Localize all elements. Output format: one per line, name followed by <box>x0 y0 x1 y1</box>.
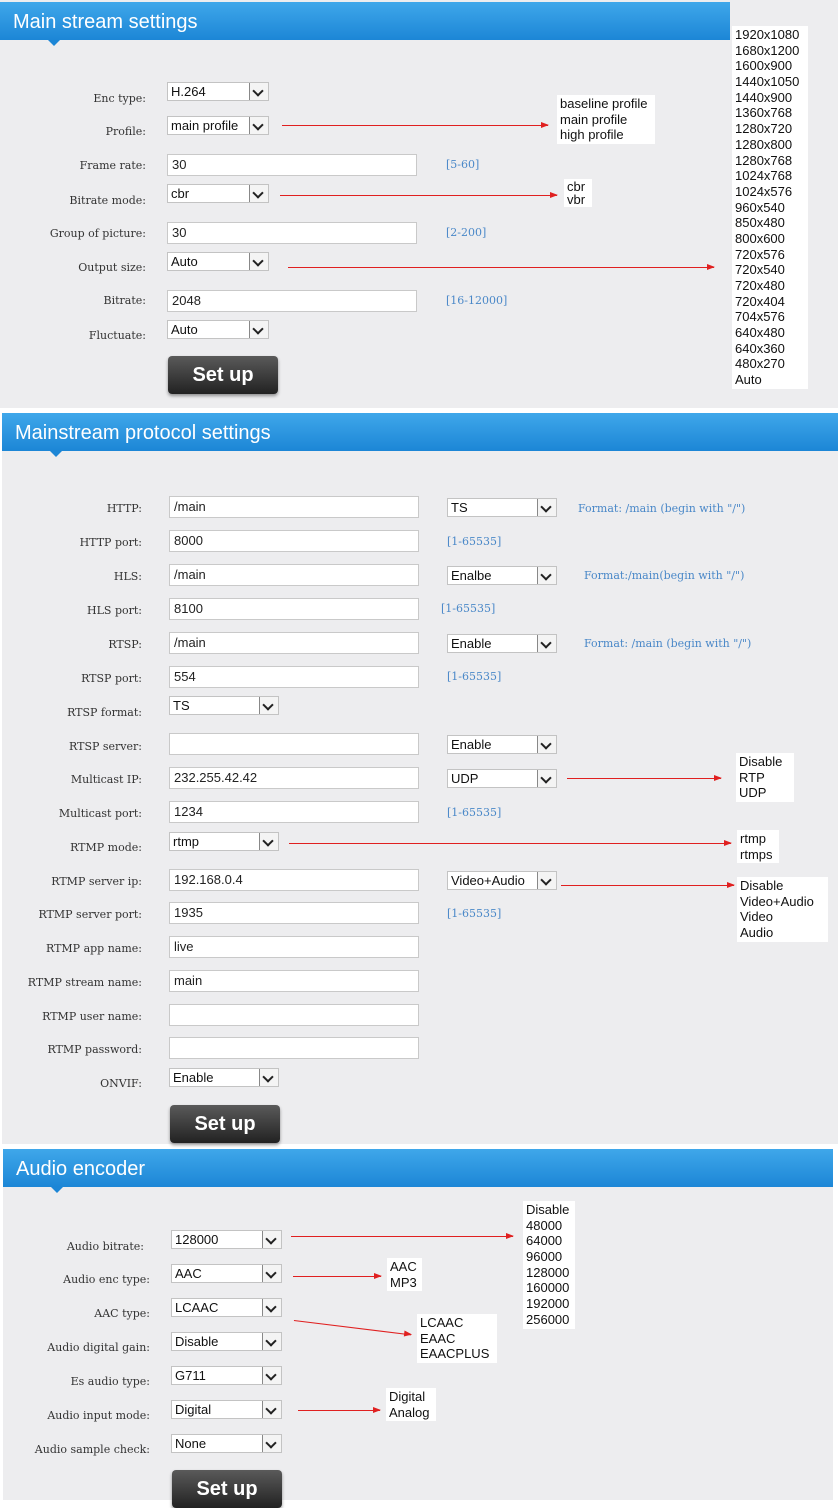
option: 960x540 <box>735 199 785 215</box>
option: 480x270 <box>735 356 785 372</box>
rtmp-user-name-label: RTMP user name: <box>42 1010 142 1023</box>
onvif-label: ONVIF: <box>100 1077 142 1090</box>
input-mode-arrow <box>298 1410 380 1411</box>
audio-bitrate-select[interactable] <box>171 1230 282 1249</box>
digital-gain-value: Disable <box>175 1334 219 1349</box>
chevron-down-icon <box>259 697 278 714</box>
option: vbr <box>567 192 586 207</box>
fluctuate-select[interactable] <box>167 320 269 339</box>
option: LCAAC <box>420 1315 464 1330</box>
option: cbr <box>567 179 586 194</box>
output-size-select[interactable] <box>167 252 269 271</box>
audio-title: Audio encoder <box>16 1158 145 1180</box>
audio-bitrate-options-list <box>523 1201 575 1329</box>
chevron-down-icon <box>537 635 556 652</box>
option: high profile <box>560 127 624 143</box>
chevron-down-icon <box>537 736 556 753</box>
fluctuate-label: Fluctuate: <box>88 329 146 342</box>
rtsp-label: RTSP: <box>108 638 142 651</box>
rtmp-av-select-value: Video+Audio <box>451 873 525 888</box>
sample-check-value: None <box>175 1436 207 1451</box>
option: 1440x900 <box>735 89 793 105</box>
option: 256000 <box>526 1311 570 1327</box>
http-port-hint: [1-65535] <box>447 535 502 548</box>
option: 720x576 <box>735 246 785 262</box>
rtsp-format-select[interactable] <box>169 696 279 715</box>
audio-enc-type-value: AAC <box>175 1266 202 1281</box>
multicast-ip-label: Multicast IP: <box>70 773 142 786</box>
hls-select[interactable] <box>447 566 557 585</box>
option: Video <box>740 909 774 925</box>
rtsp-server-label: RTSP server: <box>69 740 142 753</box>
option: 640x480 <box>735 325 785 341</box>
option: RTP <box>739 769 765 785</box>
protocol-header <box>2 413 838 451</box>
rtsp-select[interactable] <box>447 634 557 653</box>
audio-bitrate-arrow <box>291 1236 513 1237</box>
rtmp-password-input[interactable] <box>169 1037 419 1059</box>
frame-rate-hint: [5-60] <box>446 158 480 171</box>
rtmp-mode-options-list <box>737 830 779 863</box>
rtmp-password-label: RTMP password: <box>47 1043 142 1056</box>
chevron-down-icon <box>249 83 268 100</box>
option: Audio <box>740 925 774 941</box>
rtsp-hint: Format: /main (begin with "/") <box>584 637 752 650</box>
sample-check-label: Audio sample check: <box>34 1443 150 1456</box>
rtmp-av-options-list <box>737 877 828 942</box>
bitrate-mode-select[interactable] <box>167 184 269 203</box>
aac-type-select[interactable] <box>171 1298 282 1317</box>
rtmp-stream-name-input[interactable]: main <box>169 970 419 992</box>
option: 704x576 <box>735 309 785 325</box>
input-mode-value: Digital <box>175 1402 212 1417</box>
chevron-down-icon <box>249 117 268 134</box>
gop-hint: [2-200] <box>446 226 487 239</box>
main-stream-setup-button[interactable]: Set up <box>168 356 278 394</box>
option: rtmp <box>740 831 766 846</box>
option: 1440x1050 <box>735 74 800 90</box>
rtsp-server-select-value: Enable <box>451 737 492 752</box>
bitrate-mode-arrow <box>280 195 557 196</box>
audio-enc-type-label: Audio enc type: <box>63 1273 150 1286</box>
main-stream-title: Main stream settings <box>13 11 198 33</box>
option: 1360x768 <box>735 105 793 121</box>
option: 1280x720 <box>735 121 793 137</box>
http-input[interactable]: /main <box>169 496 419 518</box>
chevron-down-icon <box>537 872 556 889</box>
rtmp-server-ip-input[interactable]: 192.168.0.4 <box>169 869 419 891</box>
chevron-down-icon <box>537 499 556 516</box>
rtmp-mode-arrow <box>289 843 731 844</box>
protocol-title: Mainstream protocol settings <box>15 422 271 444</box>
rtmp-server-ip-label: RTMP server ip: <box>51 875 142 888</box>
profile-options-list <box>557 95 655 144</box>
option: UDP <box>739 785 767 801</box>
header-notch <box>48 40 60 46</box>
frame-rate-label: Frame rate: <box>79 159 146 172</box>
chevron-down-icon <box>249 321 268 338</box>
multicast-arrow <box>567 778 721 779</box>
rtsp-format-value: TS <box>173 698 190 713</box>
option: MP3 <box>390 1274 417 1290</box>
option: baseline profile <box>560 96 648 111</box>
protocol-setup-button[interactable]: Set up <box>170 1105 280 1143</box>
fluctuate-value: Auto <box>171 322 198 337</box>
multicast-select-value: UDP <box>451 771 479 786</box>
bitrate-mode-options-list <box>564 179 592 207</box>
output-size-options-list <box>732 26 808 389</box>
profile-arrow <box>282 125 548 126</box>
gop-label: Group of picture: <box>49 227 146 240</box>
option: 800x600 <box>735 230 785 246</box>
http-hint: Format: /main (begin with "/") <box>578 502 746 515</box>
chevron-down-icon <box>262 1401 281 1418</box>
bitrate-input[interactable]: 2048 <box>167 290 417 312</box>
bitrate-mode-label: Bitrate mode: <box>69 194 146 207</box>
output-size-arrow <box>288 267 714 268</box>
chevron-down-icon <box>262 1435 281 1452</box>
multicast-ip-input[interactable]: 232.255.42.42 <box>169 767 419 789</box>
rtmp-server-port-input[interactable]: 1935 <box>169 902 419 924</box>
option: main profile <box>560 111 628 127</box>
chevron-down-icon <box>537 567 556 584</box>
chevron-down-icon <box>262 1333 281 1350</box>
digital-gain-select[interactable] <box>171 1332 282 1351</box>
rtsp-port-hint: [1-65535] <box>447 670 502 683</box>
option: 96000 <box>526 1249 563 1265</box>
option: 160000 <box>526 1280 570 1296</box>
rtsp-port-label: RTSP port: <box>81 672 142 685</box>
hls-select-value: Enalbe <box>451 568 492 583</box>
rtmp-av-arrow <box>561 885 734 886</box>
chevron-down-icon <box>262 1231 281 1248</box>
audio-enc-type-arrow <box>293 1276 381 1277</box>
option: Digital <box>389 1389 426 1404</box>
main-stream-header <box>0 2 730 40</box>
option: Analog <box>389 1404 430 1420</box>
bitrate-label: Bitrate: <box>103 294 146 307</box>
option: Disable <box>740 878 784 893</box>
aac-type-options-list <box>417 1314 497 1363</box>
output-size-label: Output size: <box>78 261 146 274</box>
rtsp-server-input[interactable] <box>169 733 419 755</box>
rtsp-server-select[interactable] <box>447 735 557 754</box>
es-audio-type-value: G711 <box>175 1368 206 1383</box>
es-audio-type-label: Es audio type: <box>70 1375 150 1388</box>
option: 1680x1200 <box>735 42 800 58</box>
option: 192000 <box>526 1296 570 1312</box>
audio-enc-type-select[interactable] <box>171 1264 282 1283</box>
option: 1024x576 <box>735 183 793 199</box>
audio-header <box>3 1149 833 1187</box>
chevron-down-icon <box>249 253 268 270</box>
http-select-value: TS <box>451 500 468 515</box>
option: EAAC <box>420 1330 456 1346</box>
chevron-down-icon <box>537 770 556 787</box>
profile-label: Profile: <box>105 125 146 138</box>
input-mode-select[interactable] <box>171 1400 282 1419</box>
rtsp-select-value: Enable <box>451 636 492 651</box>
option: 48000 <box>526 1217 563 1233</box>
onvif-select[interactable] <box>169 1068 279 1087</box>
enc-type-label: Enc type: <box>93 92 146 105</box>
multicast-select[interactable] <box>447 769 557 788</box>
rtmp-mode-label: RTMP mode: <box>70 841 142 854</box>
option: 128000 <box>526 1264 570 1280</box>
rtmp-app-name-label: RTMP app name: <box>45 942 142 955</box>
multicast-port-input[interactable]: 1234 <box>169 801 419 823</box>
gop-input[interactable]: 30 <box>167 222 417 244</box>
rtsp-input[interactable]: /main <box>169 632 419 654</box>
rtmp-user-name-input[interactable] <box>169 1004 419 1026</box>
sample-check-select[interactable] <box>171 1434 282 1453</box>
hls-label: HLS: <box>113 570 142 583</box>
option: 1920x1080 <box>735 27 800 42</box>
option: 640x360 <box>735 340 785 356</box>
http-port-input[interactable]: 8000 <box>169 530 419 552</box>
rtmp-server-port-label: RTMP server port: <box>38 908 142 921</box>
option: rtmps <box>740 846 773 862</box>
multicast-port-label: Multicast port: <box>58 807 142 820</box>
enc-type-value: H.264 <box>171 84 206 99</box>
option: 64000 <box>526 1233 563 1249</box>
option: Video+Audio <box>740 893 814 909</box>
option: 1280x768 <box>735 152 793 168</box>
input-mode-options-list <box>386 1388 436 1421</box>
rtsp-port-input[interactable]: 554 <box>169 666 419 688</box>
output-size-value: Auto <box>171 254 198 269</box>
option: 1280x800 <box>735 136 793 152</box>
audio-enc-type-options-list <box>387 1258 422 1291</box>
bitrate-mode-value: cbr <box>171 186 190 201</box>
digital-gain-label: Audio digital gain: <box>47 1341 150 1354</box>
option: 720x404 <box>735 293 785 309</box>
option: 1600x900 <box>735 58 793 74</box>
chevron-down-icon <box>262 1367 281 1384</box>
header-notch <box>51 1187 63 1193</box>
option: Auto <box>735 372 762 388</box>
rtmp-mode-select[interactable] <box>169 832 279 851</box>
option: Disable <box>526 1202 570 1217</box>
http-select[interactable] <box>447 498 557 517</box>
option: 720x480 <box>735 278 785 293</box>
chevron-down-icon <box>259 833 278 850</box>
rtsp-format-label: RTSP format: <box>67 706 142 719</box>
audio-bitrate-label: Audio bitrate: <box>66 1240 144 1253</box>
audio-bitrate-value: 128000 <box>175 1232 219 1247</box>
es-audio-type-select[interactable] <box>171 1366 282 1385</box>
aac-type-label: AAC type: <box>94 1307 150 1320</box>
audio-setup-button[interactable]: Set up <box>172 1470 282 1508</box>
onvif-value: Enable <box>173 1070 214 1085</box>
aac-type-value: LCAAC <box>175 1300 219 1315</box>
enc-type-select[interactable] <box>167 82 269 101</box>
bitrate-hint: [16-12000] <box>446 294 508 307</box>
multicast-options-list <box>736 753 794 802</box>
option: AAC <box>390 1259 417 1274</box>
hls-port-label: HLS port: <box>87 604 142 617</box>
option: 1024x768 <box>735 168 793 184</box>
rtmp-av-select[interactable] <box>447 871 557 890</box>
chevron-down-icon <box>249 185 268 202</box>
header-notch <box>50 451 62 457</box>
rtmp-stream-name-label: RTMP stream name: <box>27 976 142 989</box>
hls-hint: Format:/main(begin with "/") <box>584 569 745 582</box>
multicast-port-hint: [1-65535] <box>447 806 502 819</box>
profile-value: main profile <box>171 118 239 133</box>
rtmp-app-name-input[interactable]: live <box>169 936 419 958</box>
chevron-down-icon <box>259 1069 278 1086</box>
option: 720x540 <box>735 262 785 278</box>
option: 850x480 <box>735 215 785 231</box>
input-mode-label: Audio input mode: <box>47 1409 150 1422</box>
chevron-down-icon <box>262 1265 281 1282</box>
option: EAACPLUS <box>420 1346 490 1362</box>
http-label: HTTP: <box>106 502 142 515</box>
chevron-down-icon <box>262 1299 281 1316</box>
hls-port-input[interactable]: 8100 <box>169 598 419 620</box>
rtmp-mode-value: rtmp <box>173 834 199 849</box>
frame-rate-input[interactable]: 30 <box>167 154 417 176</box>
hls-input[interactable]: /main <box>169 564 419 586</box>
hls-port-hint: [1-65535] <box>441 602 496 615</box>
rtmp-server-port-hint: [1-65535] <box>447 907 502 920</box>
profile-select[interactable] <box>167 116 269 135</box>
http-port-label: HTTP port: <box>79 536 142 549</box>
option: Disable <box>739 754 783 769</box>
